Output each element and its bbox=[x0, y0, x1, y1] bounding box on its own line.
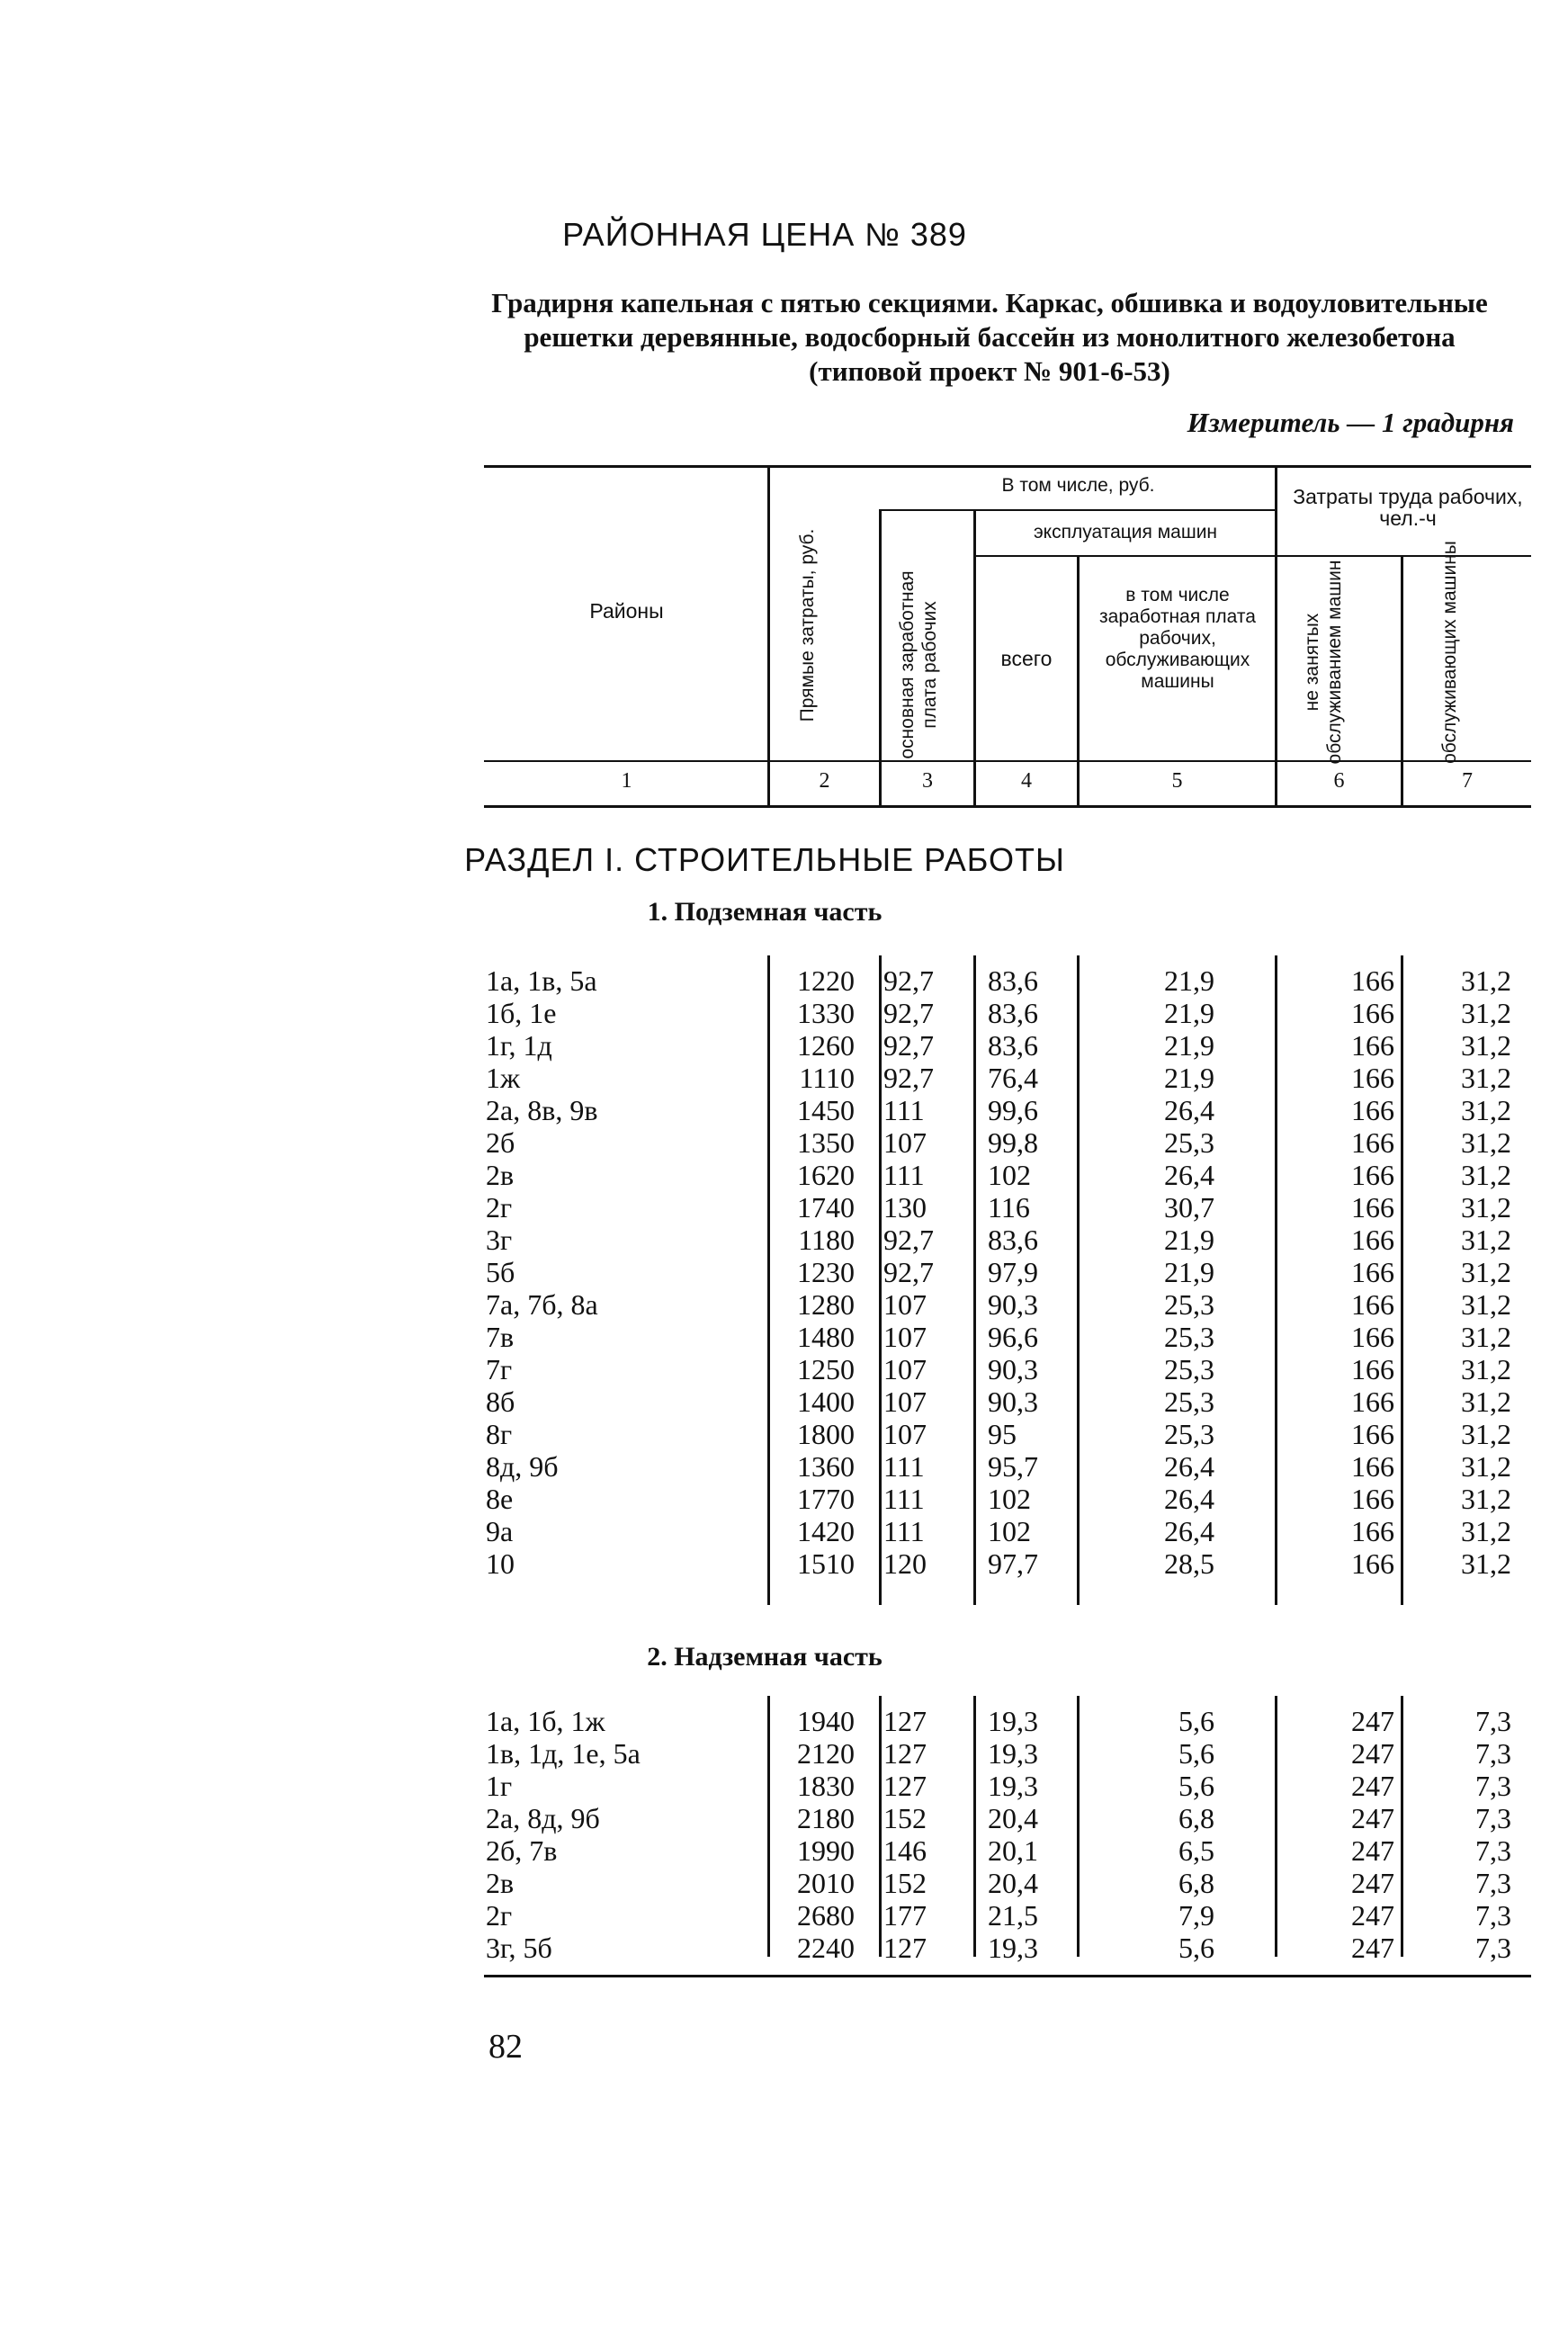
machine-total-cell: 99,6 bbox=[988, 1094, 1038, 1126]
labor-not-servicing-cell: 166 bbox=[1351, 1385, 1394, 1418]
table-row bbox=[0, 1191, 1568, 1224]
region-cell: 2б bbox=[486, 1126, 515, 1159]
column-number-7: 7 bbox=[1462, 769, 1473, 793]
labor-not-servicing-cell: 166 bbox=[1351, 1321, 1394, 1353]
labor-servicing-cell: 31,2 bbox=[1461, 1062, 1511, 1094]
machine-salary-cell: 26,4 bbox=[1164, 1483, 1214, 1515]
part-1-rows bbox=[0, 964, 1568, 1580]
labor-servicing-cell: 7,3 bbox=[1475, 1932, 1511, 1964]
table-header-end-rule bbox=[484, 805, 1531, 808]
machine-total-cell: 90,3 bbox=[988, 1353, 1038, 1385]
machine-salary-cell: 28,5 bbox=[1164, 1547, 1214, 1580]
machine-total-cell: 20,4 bbox=[988, 1802, 1038, 1834]
machine-salary-cell: 5,6 bbox=[1178, 1737, 1214, 1770]
labor-servicing-cell: 7,3 bbox=[1475, 1737, 1511, 1770]
header-divider-6 bbox=[1401, 557, 1403, 805]
column-number-5: 5 bbox=[1171, 769, 1183, 793]
direct-costs-cell: 1280 bbox=[797, 1288, 855, 1321]
header-total: всего bbox=[1000, 647, 1053, 670]
region-cell: 9а bbox=[486, 1515, 514, 1547]
labor-not-servicing-cell: 247 bbox=[1351, 1932, 1394, 1964]
direct-costs-cell: 1330 bbox=[797, 997, 855, 1029]
table-row bbox=[0, 1418, 1568, 1450]
machine-salary-cell: 6,8 bbox=[1178, 1867, 1214, 1899]
table-row bbox=[0, 1867, 1568, 1899]
base-salary-cell: 107 bbox=[883, 1288, 927, 1321]
labor-servicing-cell: 31,2 bbox=[1461, 1483, 1511, 1515]
machine-salary-cell: 25,3 bbox=[1164, 1288, 1214, 1321]
machine-total-cell: 76,4 bbox=[988, 1062, 1038, 1094]
base-salary-cell: 107 bbox=[883, 1126, 927, 1159]
direct-costs-cell: 1420 bbox=[797, 1515, 855, 1547]
machine-total-cell: 19,3 bbox=[988, 1737, 1038, 1770]
base-salary-cell: 107 bbox=[883, 1353, 927, 1385]
machine-total-cell: 83,6 bbox=[988, 997, 1038, 1029]
header-rule-bottom bbox=[484, 760, 1531, 762]
price-title: РАЙОННАЯ ЦЕНА № 389 bbox=[562, 216, 967, 253]
header-base-salary: основная заработная плата рабочих bbox=[897, 570, 940, 759]
machine-salary-cell: 21,9 bbox=[1164, 1256, 1214, 1288]
direct-costs-cell: 2010 bbox=[797, 1867, 855, 1899]
column-number-3: 3 bbox=[922, 769, 933, 793]
machine-salary-cell: 26,4 bbox=[1164, 1450, 1214, 1483]
header-divider-4 bbox=[1077, 557, 1080, 805]
region-cell: 8д, 9б bbox=[486, 1450, 559, 1483]
page-number: 82 bbox=[488, 2028, 523, 2066]
machine-total-cell: 20,4 bbox=[988, 1867, 1038, 1899]
machine-salary-cell: 5,6 bbox=[1178, 1770, 1214, 1802]
labor-not-servicing-cell: 166 bbox=[1351, 964, 1394, 997]
part-title-underground: 1. Подземная часть bbox=[647, 897, 883, 927]
labor-not-servicing-cell: 166 bbox=[1351, 1515, 1394, 1547]
machine-salary-cell: 21,9 bbox=[1164, 1029, 1214, 1062]
labor-not-servicing-cell: 247 bbox=[1351, 1737, 1394, 1770]
table-row bbox=[0, 1385, 1568, 1418]
region-cell: 1б, 1е bbox=[486, 997, 557, 1029]
direct-costs-cell: 1230 bbox=[797, 1256, 855, 1288]
machine-total-cell: 96,6 bbox=[988, 1321, 1038, 1353]
table-row bbox=[0, 1062, 1568, 1094]
table-row bbox=[0, 1029, 1568, 1062]
table-row bbox=[0, 1705, 1568, 1737]
part-2-rows bbox=[0, 1705, 1568, 1964]
region-cell: 2б, 7в bbox=[486, 1834, 558, 1867]
region-cell: 2в bbox=[486, 1867, 515, 1899]
machine-total-cell: 20,1 bbox=[988, 1834, 1038, 1867]
machine-salary-cell: 21,9 bbox=[1164, 997, 1214, 1029]
table-row bbox=[0, 1737, 1568, 1770]
machine-total-cell: 90,3 bbox=[988, 1385, 1038, 1418]
header-machine-salary: в том числе заработная плата рабочих, обслуживающих машины bbox=[1099, 585, 1256, 692]
table-row bbox=[0, 1547, 1568, 1580]
base-salary-cell: 111 bbox=[883, 1515, 925, 1547]
labor-servicing-cell: 31,2 bbox=[1461, 1418, 1511, 1450]
labor-not-servicing-cell: 166 bbox=[1351, 1256, 1394, 1288]
labor-not-servicing-cell: 166 bbox=[1351, 1029, 1394, 1062]
machine-salary-cell: 26,4 bbox=[1164, 1094, 1214, 1126]
column-number-6: 6 bbox=[1333, 769, 1345, 793]
table-row bbox=[0, 1094, 1568, 1126]
labor-not-servicing-cell: 247 bbox=[1351, 1899, 1394, 1932]
machine-total-cell: 102 bbox=[988, 1483, 1031, 1515]
base-salary-cell: 111 bbox=[883, 1094, 925, 1126]
region-cell: 7а, 7б, 8а bbox=[486, 1288, 598, 1321]
direct-costs-cell: 1250 bbox=[797, 1353, 855, 1385]
region-cell: 3г bbox=[486, 1224, 513, 1256]
base-salary-cell: 130 bbox=[883, 1191, 927, 1224]
base-salary-cell: 111 bbox=[883, 1159, 925, 1191]
labor-servicing-cell: 7,3 bbox=[1475, 1834, 1511, 1867]
labor-not-servicing-cell: 247 bbox=[1351, 1705, 1394, 1737]
labor-not-servicing-cell: 247 bbox=[1351, 1770, 1394, 1802]
machine-salary-cell: 5,6 bbox=[1178, 1932, 1214, 1964]
direct-costs-cell: 1360 bbox=[797, 1450, 855, 1483]
base-salary-cell: 120 bbox=[883, 1547, 927, 1580]
measure-unit: Измеритель — 1 градирня bbox=[1187, 407, 1514, 438]
base-salary-cell: 177 bbox=[883, 1899, 927, 1932]
base-salary-cell: 92,7 bbox=[883, 964, 934, 997]
labor-servicing-cell: 31,2 bbox=[1461, 1224, 1511, 1256]
region-cell: 1г, 1д bbox=[486, 1029, 552, 1062]
base-salary-cell: 107 bbox=[883, 1321, 927, 1353]
direct-costs-cell: 2240 bbox=[797, 1932, 855, 1964]
direct-costs-cell: 1180 bbox=[798, 1224, 855, 1256]
labor-servicing-cell: 31,2 bbox=[1461, 1094, 1511, 1126]
region-cell: 8б bbox=[486, 1385, 515, 1418]
base-salary-cell: 111 bbox=[883, 1450, 925, 1483]
labor-servicing-cell: 31,2 bbox=[1461, 1288, 1511, 1321]
machine-salary-cell: 25,3 bbox=[1164, 1418, 1214, 1450]
machine-salary-cell: 25,3 bbox=[1164, 1385, 1214, 1418]
labor-servicing-cell: 7,3 bbox=[1475, 1770, 1511, 1802]
region-cell: 7г bbox=[486, 1353, 513, 1385]
labor-servicing-cell: 7,3 bbox=[1475, 1705, 1511, 1737]
table-row bbox=[0, 1515, 1568, 1547]
table-row bbox=[0, 1321, 1568, 1353]
labor-servicing-cell: 31,2 bbox=[1461, 1515, 1511, 1547]
base-salary-cell: 127 bbox=[883, 1737, 927, 1770]
region-cell: 3г, 5б bbox=[486, 1932, 552, 1964]
table-row bbox=[0, 1802, 1568, 1834]
header-divider-1 bbox=[767, 468, 770, 805]
labor-not-servicing-cell: 166 bbox=[1351, 1288, 1394, 1321]
labor-not-servicing-cell: 166 bbox=[1351, 1450, 1394, 1483]
region-cell: 8г bbox=[486, 1418, 513, 1450]
machine-salary-cell: 25,3 bbox=[1164, 1126, 1214, 1159]
machine-salary-cell: 6,8 bbox=[1178, 1802, 1214, 1834]
table-row bbox=[0, 1126, 1568, 1159]
document-description: Градирня капельная с пятью секциями. Каркас, обшивка и водоуловительные решетки деревянные, водосборный бассейн из монолитного железобетона (типовой проект № 901-6-53) bbox=[491, 287, 1488, 387]
machine-total-cell: 102 bbox=[988, 1515, 1031, 1547]
direct-costs-cell: 1940 bbox=[797, 1705, 855, 1737]
base-salary-cell: 152 bbox=[883, 1867, 927, 1899]
header-divider-2 bbox=[879, 511, 882, 805]
region-cell: 10 bbox=[486, 1547, 515, 1580]
base-salary-cell: 107 bbox=[883, 1418, 927, 1450]
machine-total-cell: 97,7 bbox=[988, 1547, 1038, 1580]
region-cell: 1в, 1д, 1е, 5а bbox=[486, 1737, 641, 1770]
section-title: РАЗДЕЛ I. СТРОИТЕЛЬНЫЕ РАБОТЫ bbox=[464, 841, 1065, 878]
labor-servicing-cell: 31,2 bbox=[1461, 1126, 1511, 1159]
part-title-aboveground: 2. Надземная часть bbox=[647, 1642, 883, 1672]
labor-servicing-cell: 31,2 bbox=[1461, 997, 1511, 1029]
direct-costs-cell: 1480 bbox=[797, 1321, 855, 1353]
region-cell: 7в bbox=[486, 1321, 515, 1353]
base-salary-cell: 111 bbox=[883, 1483, 925, 1515]
machine-total-cell: 97,9 bbox=[988, 1256, 1038, 1288]
header-rule-machines bbox=[973, 555, 1275, 557]
machine-salary-cell: 25,3 bbox=[1164, 1321, 1214, 1353]
machine-salary-cell: 21,9 bbox=[1164, 964, 1214, 997]
machine-total-cell: 21,5 bbox=[988, 1899, 1038, 1932]
machine-total-cell: 19,3 bbox=[988, 1705, 1038, 1737]
machine-total-cell: 95 bbox=[988, 1418, 1017, 1450]
header-regions: Районы bbox=[589, 599, 664, 623]
column-number-4: 4 bbox=[1021, 769, 1032, 793]
column-number-2: 2 bbox=[819, 769, 830, 793]
base-salary-cell: 146 bbox=[883, 1834, 927, 1867]
labor-not-servicing-cell: 166 bbox=[1351, 1483, 1394, 1515]
machine-total-cell: 19,3 bbox=[988, 1932, 1038, 1964]
direct-costs-cell: 2180 bbox=[797, 1802, 855, 1834]
machine-salary-cell: 6,5 bbox=[1178, 1834, 1214, 1867]
labor-not-servicing-cell: 247 bbox=[1351, 1802, 1394, 1834]
direct-costs-cell: 1510 bbox=[797, 1547, 855, 1580]
base-salary-cell: 152 bbox=[883, 1802, 927, 1834]
region-cell: 2г bbox=[486, 1899, 513, 1932]
base-salary-cell: 92,7 bbox=[883, 997, 934, 1029]
base-salary-cell: 92,7 bbox=[883, 1256, 934, 1288]
header-direct-costs: Прямые затраты, руб. bbox=[797, 528, 818, 722]
machine-total-cell: 116 bbox=[988, 1191, 1030, 1224]
direct-costs-cell: 2120 bbox=[797, 1737, 855, 1770]
table-row bbox=[0, 1224, 1568, 1256]
machine-salary-cell: 21,9 bbox=[1164, 1224, 1214, 1256]
labor-servicing-cell: 31,2 bbox=[1461, 1450, 1511, 1483]
base-salary-cell: 92,7 bbox=[883, 1029, 934, 1062]
machine-salary-cell: 26,4 bbox=[1164, 1515, 1214, 1547]
labor-servicing-cell: 31,2 bbox=[1461, 1191, 1511, 1224]
region-cell: 2а, 8в, 9в bbox=[486, 1094, 598, 1126]
direct-costs-cell: 1260 bbox=[797, 1029, 855, 1062]
region-cell: 1г bbox=[486, 1770, 513, 1802]
direct-costs-cell: 1830 bbox=[797, 1770, 855, 1802]
table-row bbox=[0, 1288, 1568, 1321]
table-row bbox=[0, 1483, 1568, 1515]
table-row bbox=[0, 997, 1568, 1029]
direct-costs-cell: 1220 bbox=[797, 964, 855, 997]
direct-costs-cell: 1800 bbox=[797, 1418, 855, 1450]
table-row bbox=[0, 1932, 1568, 1964]
direct-costs-cell: 1110 bbox=[799, 1062, 855, 1094]
table-bottom-rule bbox=[484, 1975, 1531, 1977]
labor-servicing-cell: 31,2 bbox=[1461, 1159, 1511, 1191]
table-row bbox=[0, 1159, 1568, 1191]
header-divider-5 bbox=[1275, 468, 1277, 805]
machine-salary-cell: 25,3 bbox=[1164, 1353, 1214, 1385]
labor-not-servicing-cell: 247 bbox=[1351, 1834, 1394, 1867]
machine-salary-cell: 5,6 bbox=[1178, 1705, 1214, 1737]
region-cell: 8е bbox=[486, 1483, 514, 1515]
region-cell: 2а, 8д, 9б bbox=[486, 1802, 600, 1834]
table-row bbox=[0, 1770, 1568, 1802]
machine-total-cell: 19,3 bbox=[988, 1770, 1038, 1802]
labor-not-servicing-cell: 166 bbox=[1351, 1547, 1394, 1580]
machine-total-cell: 83,6 bbox=[988, 1224, 1038, 1256]
labor-not-servicing-cell: 166 bbox=[1351, 1094, 1394, 1126]
base-salary-cell: 92,7 bbox=[883, 1062, 934, 1094]
labor-not-servicing-cell: 166 bbox=[1351, 997, 1394, 1029]
direct-costs-cell: 1770 bbox=[797, 1483, 855, 1515]
labor-not-servicing-cell: 166 bbox=[1351, 1159, 1394, 1191]
labor-servicing-cell: 7,3 bbox=[1475, 1899, 1511, 1932]
table-row bbox=[0, 1834, 1568, 1867]
labor-servicing-cell: 31,2 bbox=[1461, 964, 1511, 997]
labor-servicing-cell: 31,2 bbox=[1461, 1353, 1511, 1385]
region-cell: 1а, 1б, 1ж bbox=[486, 1705, 605, 1737]
region-cell: 5б bbox=[486, 1256, 515, 1288]
region-cell: 2в bbox=[486, 1159, 515, 1191]
labor-servicing-cell: 31,2 bbox=[1461, 1321, 1511, 1353]
machine-total-cell: 90,3 bbox=[988, 1288, 1038, 1321]
base-salary-cell: 92,7 bbox=[883, 1224, 934, 1256]
direct-costs-cell: 1350 bbox=[797, 1126, 855, 1159]
machine-total-cell: 83,6 bbox=[988, 1029, 1038, 1062]
labor-not-servicing-cell: 166 bbox=[1351, 1418, 1394, 1450]
table-row bbox=[0, 1256, 1568, 1288]
labor-not-servicing-cell: 247 bbox=[1351, 1867, 1394, 1899]
table-row bbox=[0, 1353, 1568, 1385]
direct-costs-cell: 1740 bbox=[797, 1191, 855, 1224]
table-top-rule bbox=[484, 465, 1531, 468]
machine-total-cell: 99,8 bbox=[988, 1126, 1038, 1159]
machine-total-cell: 95,7 bbox=[988, 1450, 1038, 1483]
table-row bbox=[0, 1899, 1568, 1932]
column-number-1: 1 bbox=[621, 769, 632, 793]
machine-total-cell: 102 bbox=[988, 1159, 1031, 1191]
labor-not-servicing-cell: 166 bbox=[1351, 1353, 1394, 1385]
labor-servicing-cell: 31,2 bbox=[1461, 1385, 1511, 1418]
base-salary-cell: 127 bbox=[883, 1932, 927, 1964]
direct-costs-cell: 1620 bbox=[797, 1159, 855, 1191]
direct-costs-cell: 1990 bbox=[797, 1834, 855, 1867]
labor-servicing-cell: 7,3 bbox=[1475, 1802, 1511, 1834]
header-rule-including bbox=[879, 509, 1275, 511]
base-salary-cell: 127 bbox=[883, 1770, 927, 1802]
machine-salary-cell: 7,9 bbox=[1178, 1899, 1214, 1932]
table-row bbox=[0, 1450, 1568, 1483]
direct-costs-cell: 1450 bbox=[797, 1094, 855, 1126]
base-salary-cell: 107 bbox=[883, 1385, 927, 1418]
header-servicing: обслуживающих машины bbox=[1439, 541, 1460, 764]
machine-salary-cell: 30,7 bbox=[1164, 1191, 1214, 1224]
header-not-servicing: не занятых обслуживанием машин bbox=[1302, 560, 1345, 765]
labor-not-servicing-cell: 166 bbox=[1351, 1191, 1394, 1224]
machine-total-cell: 83,6 bbox=[988, 964, 1038, 997]
labor-not-servicing-cell: 166 bbox=[1351, 1126, 1394, 1159]
region-cell: 1а, 1в, 5а bbox=[486, 964, 597, 997]
header-labor-costs: Затраты труда рабочих, чел.-ч bbox=[1293, 485, 1523, 530]
region-cell: 2г bbox=[486, 1191, 513, 1224]
header-including: В том числе, руб. bbox=[1001, 475, 1155, 496]
direct-costs-cell: 1400 bbox=[797, 1385, 855, 1418]
region-cell: 1ж bbox=[486, 1062, 521, 1094]
direct-costs-cell: 2680 bbox=[797, 1899, 855, 1932]
labor-not-servicing-cell: 166 bbox=[1351, 1062, 1394, 1094]
machine-salary-cell: 26,4 bbox=[1164, 1159, 1214, 1191]
labor-servicing-cell: 31,2 bbox=[1461, 1029, 1511, 1062]
labor-servicing-cell: 7,3 bbox=[1475, 1867, 1511, 1899]
base-salary-cell: 127 bbox=[883, 1705, 927, 1737]
labor-servicing-cell: 31,2 bbox=[1461, 1256, 1511, 1288]
labor-servicing-cell: 31,2 bbox=[1461, 1547, 1511, 1580]
table-row bbox=[0, 964, 1568, 997]
labor-not-servicing-cell: 166 bbox=[1351, 1224, 1394, 1256]
header-machine-operation: эксплуатация машин bbox=[1033, 522, 1218, 542]
machine-salary-cell: 21,9 bbox=[1164, 1062, 1214, 1094]
